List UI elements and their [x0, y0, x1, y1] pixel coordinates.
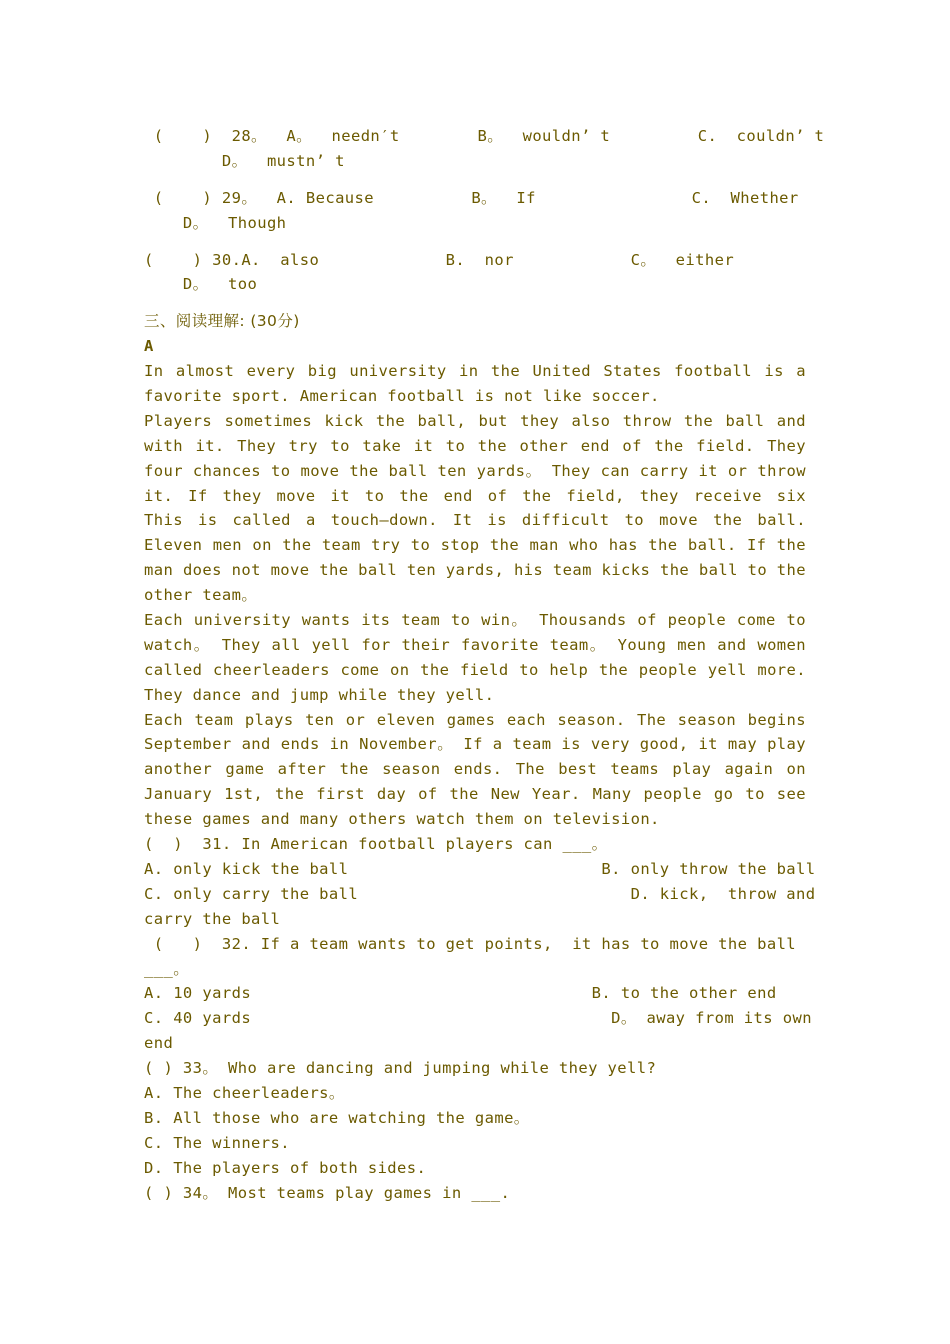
question-32-stem: ( ) 32. If a team wants to get points, it has to move the ball	[144, 934, 797, 953]
question-31-options-cd: C. only carry the ball D. kick, throw and	[144, 884, 816, 903]
passage-line: called cheerleaders come on the field to help the people yell more.	[144, 660, 806, 679]
question-33-option-d: D. The players of both sides.	[144, 1158, 427, 1177]
passage-line: Each team plays ten or eleven games each season. The season begins	[144, 710, 806, 729]
passage-line: Players sometimes kick the ball, but they also throw the ball and	[144, 411, 806, 430]
question-29	[144, 186, 806, 236]
passage-label: A	[144, 337, 154, 356]
question-33-option-c: C. The winners.	[144, 1133, 290, 1152]
passage-line: favorite sport. American football is not like soccer.	[144, 387, 660, 406]
section-heading: 三、阅读理解: (30分)	[144, 312, 300, 331]
passage-line: with it. They try to take it to the other end of the field. They	[144, 436, 806, 455]
passage-line: Each university wants its team to win。 Thousands of people come to	[144, 611, 806, 630]
passage-line: four chances to move the ball ten yards。 They can carry it or throw	[144, 461, 806, 480]
reading-passage	[144, 359, 806, 832]
question-31-stem: ( ) 31. In American football players can ___。	[144, 835, 608, 854]
question-30	[144, 248, 806, 298]
passage-line: it. If they move it to the end of the field, they receive six	[144, 486, 806, 505]
question-31-options-ab: A. only kick the ball B. only throw the ball	[144, 859, 816, 878]
question-33-option-a: A. The cheerleaders。	[144, 1083, 345, 1102]
passage-line: these games and many others watch them on television.	[144, 810, 660, 829]
passage-line: They dance and jump while they yell.	[144, 685, 495, 704]
comprehension-questions	[144, 832, 816, 1205]
question-33-stem: ( ) 33。 Who are dancing and jumping while they yell?	[144, 1059, 657, 1078]
document-page	[144, 124, 825, 1205]
passage-line: Eleven men on the team try to stop the man who has the ball. If the	[144, 536, 806, 555]
question-28-option-d: D。 mustn’ t	[144, 151, 345, 170]
passage-line: man does not move the ball ten yards, his team kicks the ball to the	[144, 561, 806, 580]
question-32-options-cd: C. 40 yards D。 away from its own	[144, 1009, 812, 1028]
passage-line: another game after the season ends. The best teams play again on	[144, 760, 806, 779]
question-34-stem: ( ) 34。 Most teams play games in ___.	[144, 1183, 511, 1202]
question-29-option-d: D。 Though	[144, 213, 287, 232]
question-30-options: ( ) 30.A. also B. nor C。 either	[144, 250, 735, 269]
question-28-options: ( ) 28。 A。 needn′t B。 wouldn’ t C. couldn’ t	[144, 127, 825, 145]
passage-line: other team。	[144, 586, 258, 605]
question-32-option-d-cont: end	[144, 1034, 174, 1053]
passage-line: This is called a touch—down. It is difficult to move the ball.	[144, 511, 806, 530]
question-28	[144, 124, 825, 174]
passage-line: In almost every big university in the United States football is a	[144, 362, 806, 381]
question-30-option-d: D。 too	[144, 275, 258, 294]
passage-line: September and ends in November。 If a team is very good, it may play	[144, 735, 806, 754]
question-29-options: ( ) 29。 A. Because B。 If C. Whether	[144, 188, 799, 207]
passage-line: January 1st, the first day of the New Year. Many people go to see	[144, 785, 806, 804]
question-32-stem-cont: ___。	[144, 959, 190, 978]
question-32-options-ab: A. 10 yards B. to the other end	[144, 984, 777, 1003]
question-33-option-b: B. All those who are watching the game。	[144, 1108, 530, 1127]
question-31-option-d-cont: carry the ball	[144, 909, 281, 928]
passage-line: watch。 They all yell for their favorite team。 Young men and women	[144, 635, 806, 654]
